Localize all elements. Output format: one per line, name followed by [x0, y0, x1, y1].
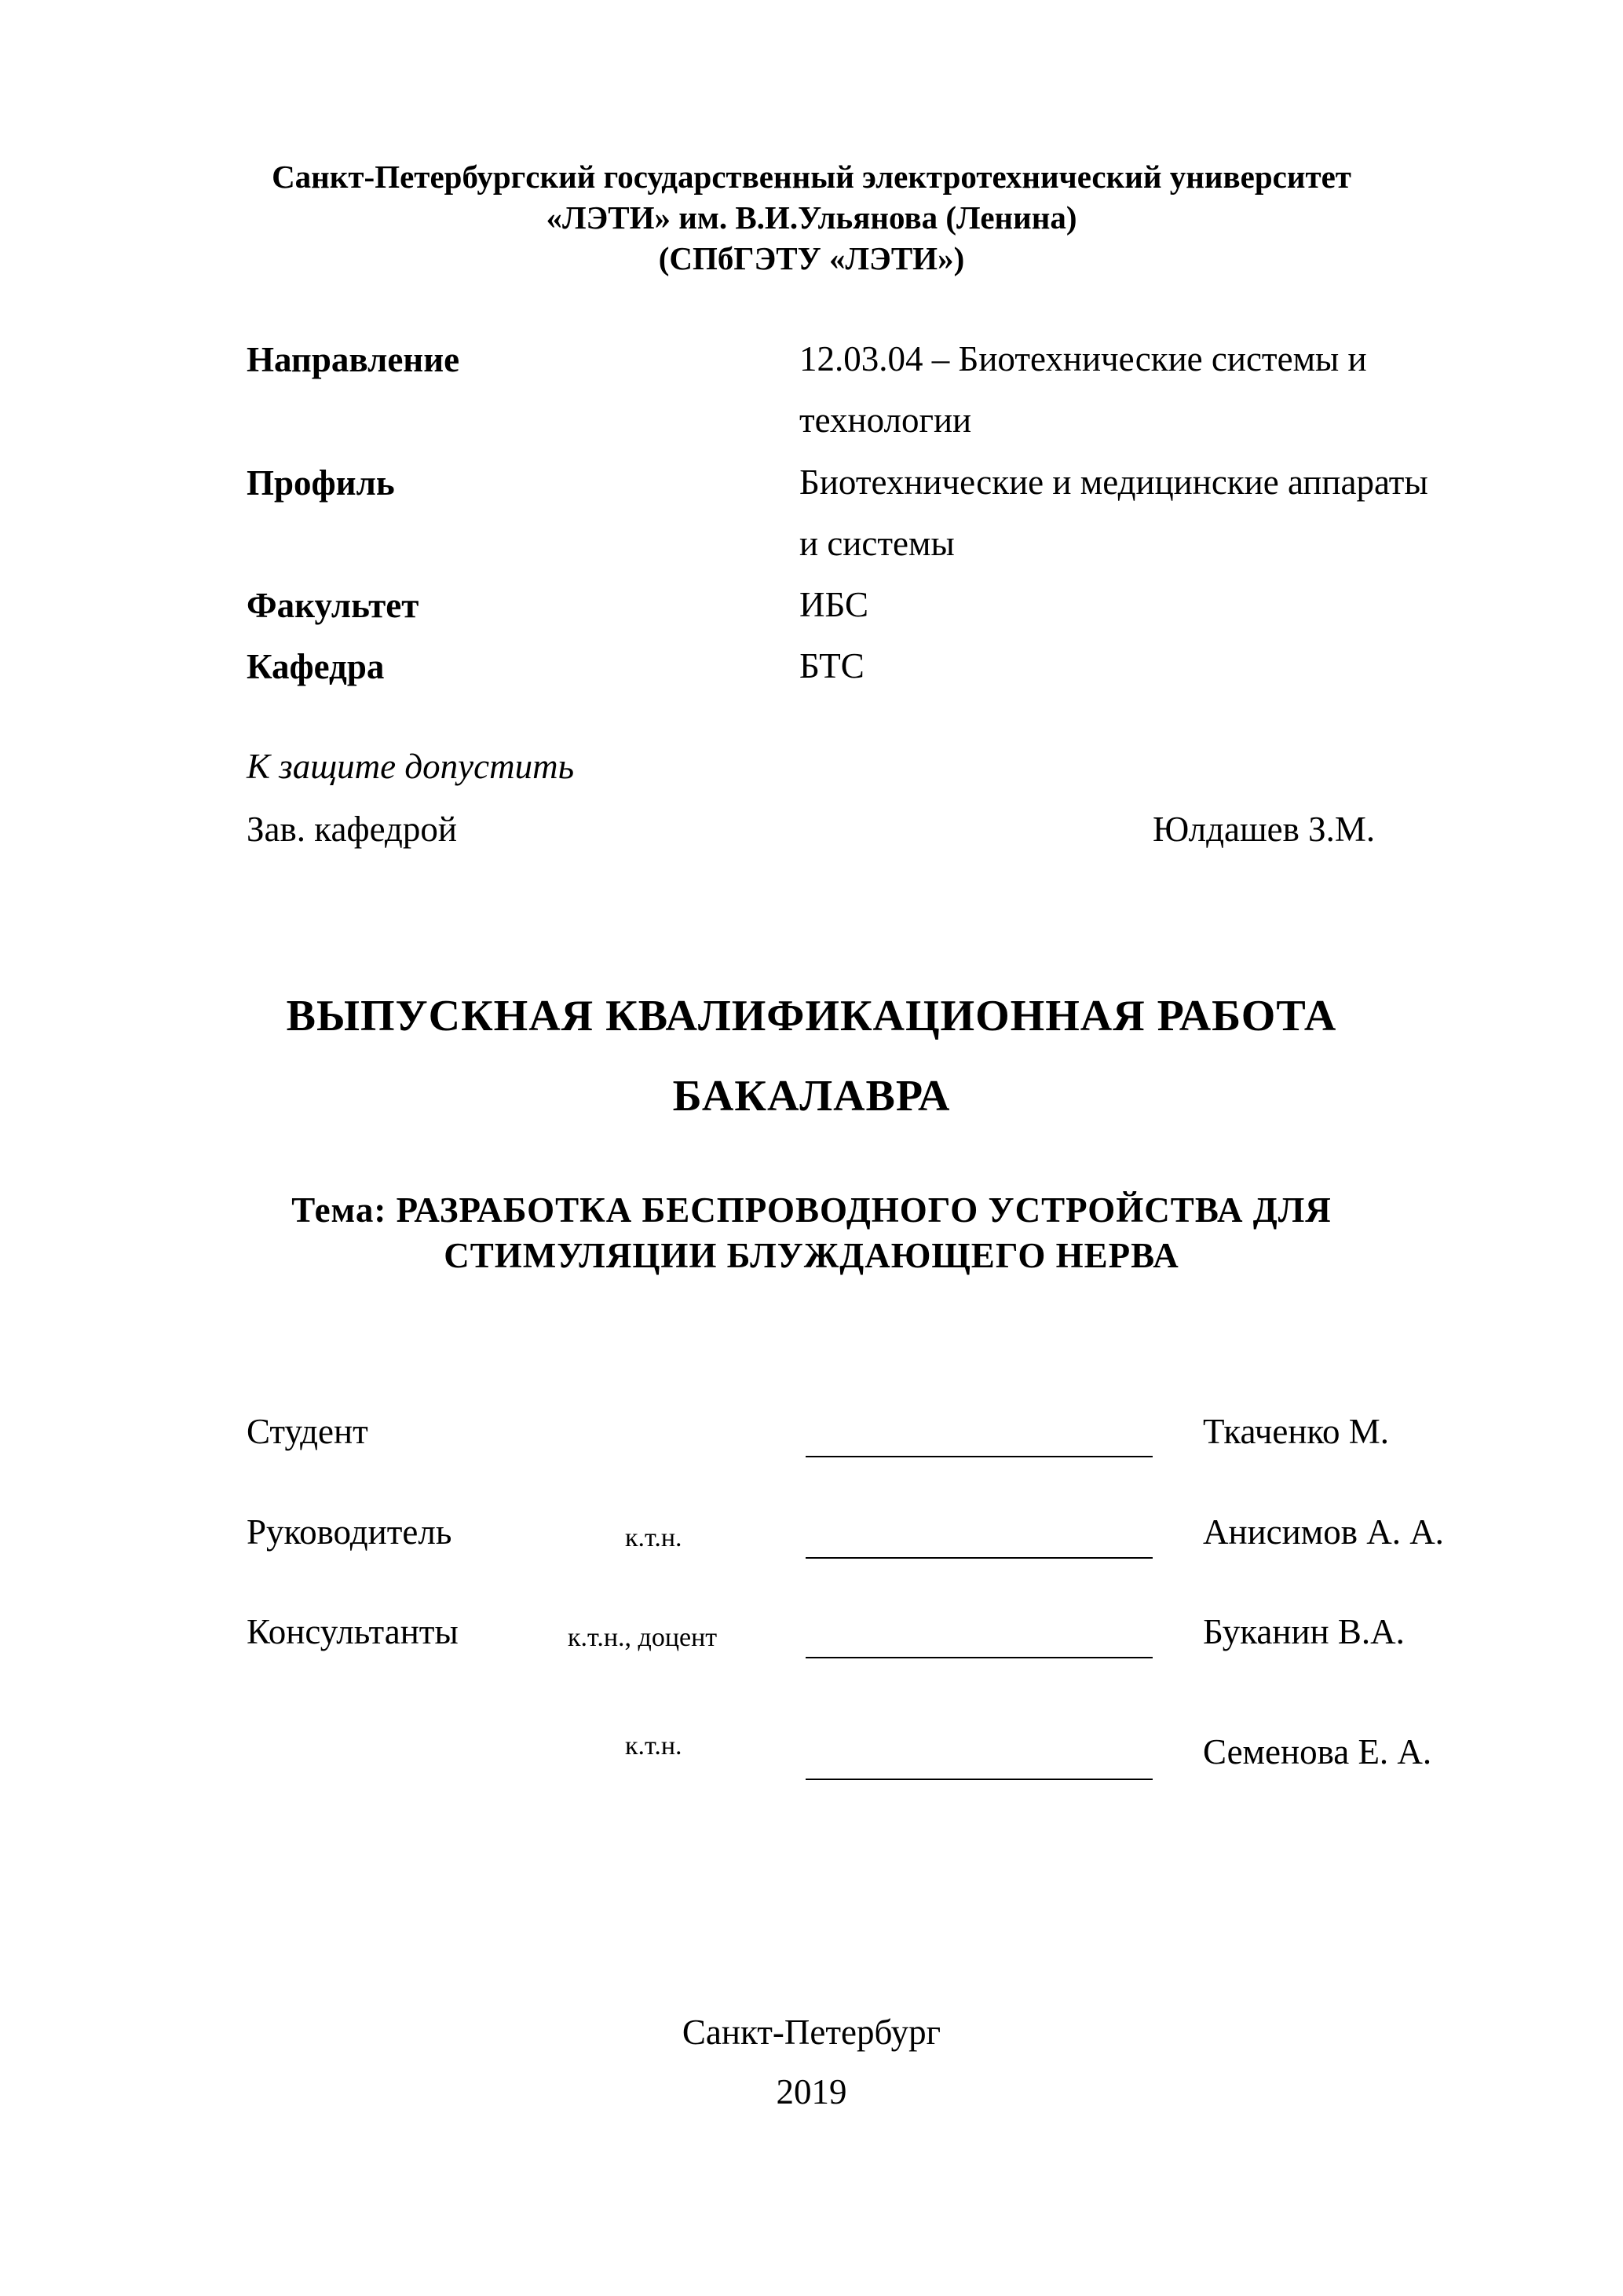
signature-degree-supervisor: к.т.н. — [625, 1523, 682, 1552]
topic-line2: СТИМУЛЯЦИИ БЛУЖДАЮЩЕГО НЕРВА — [444, 1236, 1179, 1275]
signature-line-supervisor — [806, 1557, 1153, 1559]
university-name-line2: «ЛЭТИ» им. В.И.Ульянова (Ленина) — [546, 199, 1077, 236]
signature-line-consultant1 — [806, 1657, 1153, 1658]
department-value: БТС — [799, 646, 865, 686]
signature-role-student: Студент — [247, 1412, 368, 1451]
profile-value-line1: Биотехнические и медицинские аппараты — [799, 462, 1428, 502]
signature-degree-consultant2: к.т.н. — [625, 1731, 682, 1760]
direction-value — [799, 328, 1367, 451]
department-label: Кафедра — [247, 647, 385, 686]
signature-name-supervisor: Анисимов А. А. — [1203, 1512, 1444, 1552]
signature-line-consultant2 — [806, 1779, 1153, 1780]
head-of-department-label: Зав. кафедрой — [247, 810, 457, 849]
profile-label: Профиль — [247, 463, 395, 503]
topic-line1: Тема: РАЗРАБОТКА БЕСПРОВОДНОГО УСТРОЙСТВА ДЛЯ — [291, 1190, 1332, 1230]
university-abbreviation: (СПбГЭТУ «ЛЭТИ») — [658, 240, 965, 276]
signature-name-consultant2: Семенова Е. А. — [1203, 1732, 1432, 1771]
signature-role-consultants: Консультанты — [247, 1612, 459, 1651]
direction-value-line1: 12.03.04 – Биотехнические системы и — [799, 339, 1367, 378]
footer-year: 2019 — [776, 2072, 847, 2111]
head-of-department-name: Юлдашев З.М. — [1153, 810, 1376, 849]
admit-to-defense-text: К защите допустить — [247, 747, 575, 786]
document-title-line2: БАКАЛАВРА — [672, 1072, 951, 1121]
footer-city: Санкт-Петербург — [682, 2013, 941, 2052]
signature-role-supervisor: Руководитель — [247, 1512, 452, 1552]
document-title-line1: ВЫПУСКНАЯ КВАЛИФИКАЦИОННАЯ РАБОТА — [286, 992, 1337, 1040]
signature-degree-consultant1: к.т.н., доцент — [568, 1623, 718, 1652]
direction-value-line2: технологии — [799, 400, 972, 440]
signature-name-student: Ткаченко М. — [1203, 1412, 1389, 1451]
faculty-label: Факультет — [247, 586, 419, 625]
signature-line-student — [806, 1456, 1153, 1457]
signature-name-consultant1: Буканин В.А. — [1203, 1612, 1405, 1651]
faculty-value: ИБС — [799, 585, 869, 624]
profile-value — [799, 452, 1428, 574]
direction-label: Направление — [247, 340, 460, 379]
university-name-line1: Санкт-Петербургский государственный электротехнический университет — [272, 159, 1351, 195]
profile-value-line2: и системы — [799, 524, 955, 563]
